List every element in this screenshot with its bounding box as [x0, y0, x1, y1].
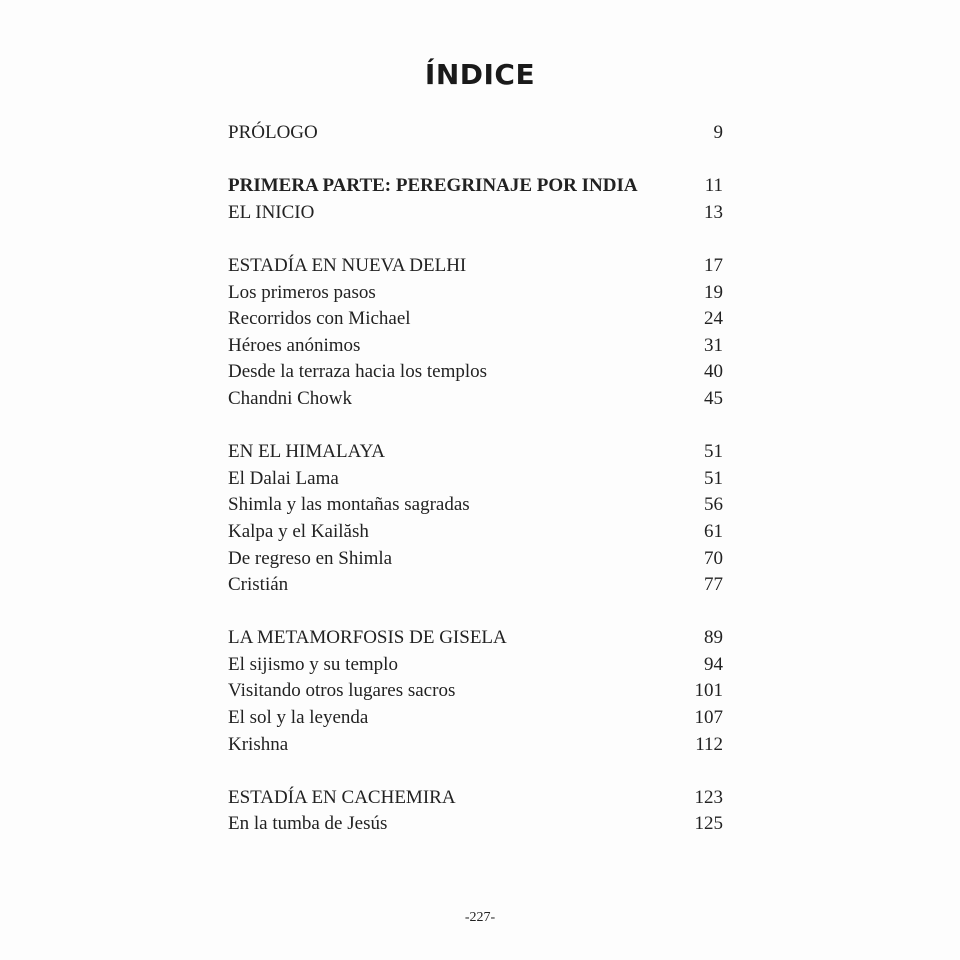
- toc-entry: [228, 492, 723, 519]
- toc-entry: [228, 546, 723, 573]
- toc-entry-page: 31: [704, 334, 723, 356]
- toc-entry-title: PRÓLOGO: [228, 122, 318, 143]
- toc-entry-title: Cristián: [228, 574, 289, 596]
- toc-entry: [228, 359, 723, 386]
- page-title: ÍNDICE: [424, 58, 536, 91]
- toc-entry-page: 125: [694, 813, 723, 835]
- toc-section: [228, 625, 723, 758]
- toc-entry-page: 51: [704, 441, 723, 463]
- toc-entry: [228, 652, 723, 679]
- toc-entry-title: Héroes anónimos: [228, 334, 361, 356]
- toc-entry-title: En la tumba de Jesús: [228, 813, 388, 835]
- toc-entry-title: Kalpa y el Kailăsh: [228, 520, 369, 542]
- toc-entry-title: PRIMERA PARTE: PEREGRINAJE POR INDIA: [228, 175, 638, 197]
- toc-entry-page: 56: [704, 494, 723, 516]
- toc-entry: [228, 572, 723, 599]
- toc-entry: [228, 200, 723, 227]
- toc-entry: [228, 785, 723, 812]
- toc-section: [228, 253, 723, 413]
- toc-entry: [228, 173, 723, 200]
- toc-entry-title: Los primeros pasos: [228, 281, 376, 303]
- toc-entry-title: EN EL HIMALAYA: [228, 441, 385, 463]
- page-number: -227-: [464, 910, 496, 925]
- toc-entry-page: 40: [704, 361, 723, 383]
- toc-entry: [228, 519, 723, 546]
- toc-entry-title: Visitando otros lugares sacros: [228, 680, 456, 702]
- toc-entry-title: Shimla y las montañas sagradas: [228, 494, 470, 516]
- toc-entry-page: 112: [695, 733, 723, 755]
- toc-entry-page: 11: [704, 175, 723, 197]
- toc-section: [228, 439, 723, 599]
- toc-entry: [228, 306, 723, 333]
- toc-entry-title: EL INICIO: [228, 201, 315, 223]
- toc-entry-page: 45: [704, 387, 723, 409]
- toc-entry-title: ESTADÍA EN NUEVA DELHI: [228, 254, 467, 276]
- toc-entry: [228, 386, 723, 413]
- toc-entry: [228, 625, 723, 652]
- toc-entry-title: Desde la terraza hacia los templos: [228, 361, 488, 383]
- toc-entry-page: 13: [704, 201, 723, 223]
- toc-entry: [228, 439, 723, 466]
- toc-entry-title: Recorridos con Michael: [228, 308, 411, 330]
- toc-entry-page: 77: [704, 574, 723, 596]
- toc-section: [228, 120, 723, 147]
- toc-entry-title: El sol y la leyenda: [228, 707, 369, 729]
- toc-entry-page: 70: [704, 547, 723, 569]
- toc-entry-title: El Dalai Lama: [228, 467, 339, 489]
- toc-entry-page: 9: [713, 122, 723, 143]
- toc-entry-title: El sijismo y su templo: [228, 653, 398, 675]
- toc-entry-page: 17: [704, 254, 723, 276]
- toc-entry-title: LA METAMORFOSIS DE GISELA: [228, 627, 507, 649]
- toc-entry: [228, 811, 723, 838]
- toc-entry-page: 61: [704, 520, 723, 542]
- toc-section: [228, 785, 723, 838]
- toc-entry: [228, 705, 723, 732]
- table-of-contents: [228, 120, 723, 865]
- toc-entry: [228, 253, 723, 280]
- toc-entry-page: 51: [704, 467, 723, 489]
- toc-section: [228, 173, 723, 226]
- toc-entry-title: ESTADÍA EN CACHEMIRA: [228, 786, 456, 808]
- toc-entry: [228, 333, 723, 360]
- toc-entry-page: 123: [694, 786, 723, 808]
- toc-entry: [228, 732, 723, 759]
- toc-entry-title: Chandni Chowk: [228, 387, 353, 409]
- toc-entry: [228, 120, 723, 147]
- toc-entry-title: De regreso en Shimla: [228, 547, 393, 569]
- toc-entry: [228, 280, 723, 307]
- toc-entry-page: 24: [704, 308, 723, 330]
- toc-entry: [228, 466, 723, 493]
- toc-entry-title: Krishna: [228, 733, 289, 755]
- toc-entry-page: 107: [694, 707, 723, 729]
- toc-entry-page: 19: [704, 281, 723, 303]
- toc-entry-page: 94: [704, 653, 723, 675]
- toc-entry-page: 89: [704, 627, 723, 649]
- toc-entry: [228, 678, 723, 705]
- toc-entry-page: 101: [694, 680, 723, 702]
